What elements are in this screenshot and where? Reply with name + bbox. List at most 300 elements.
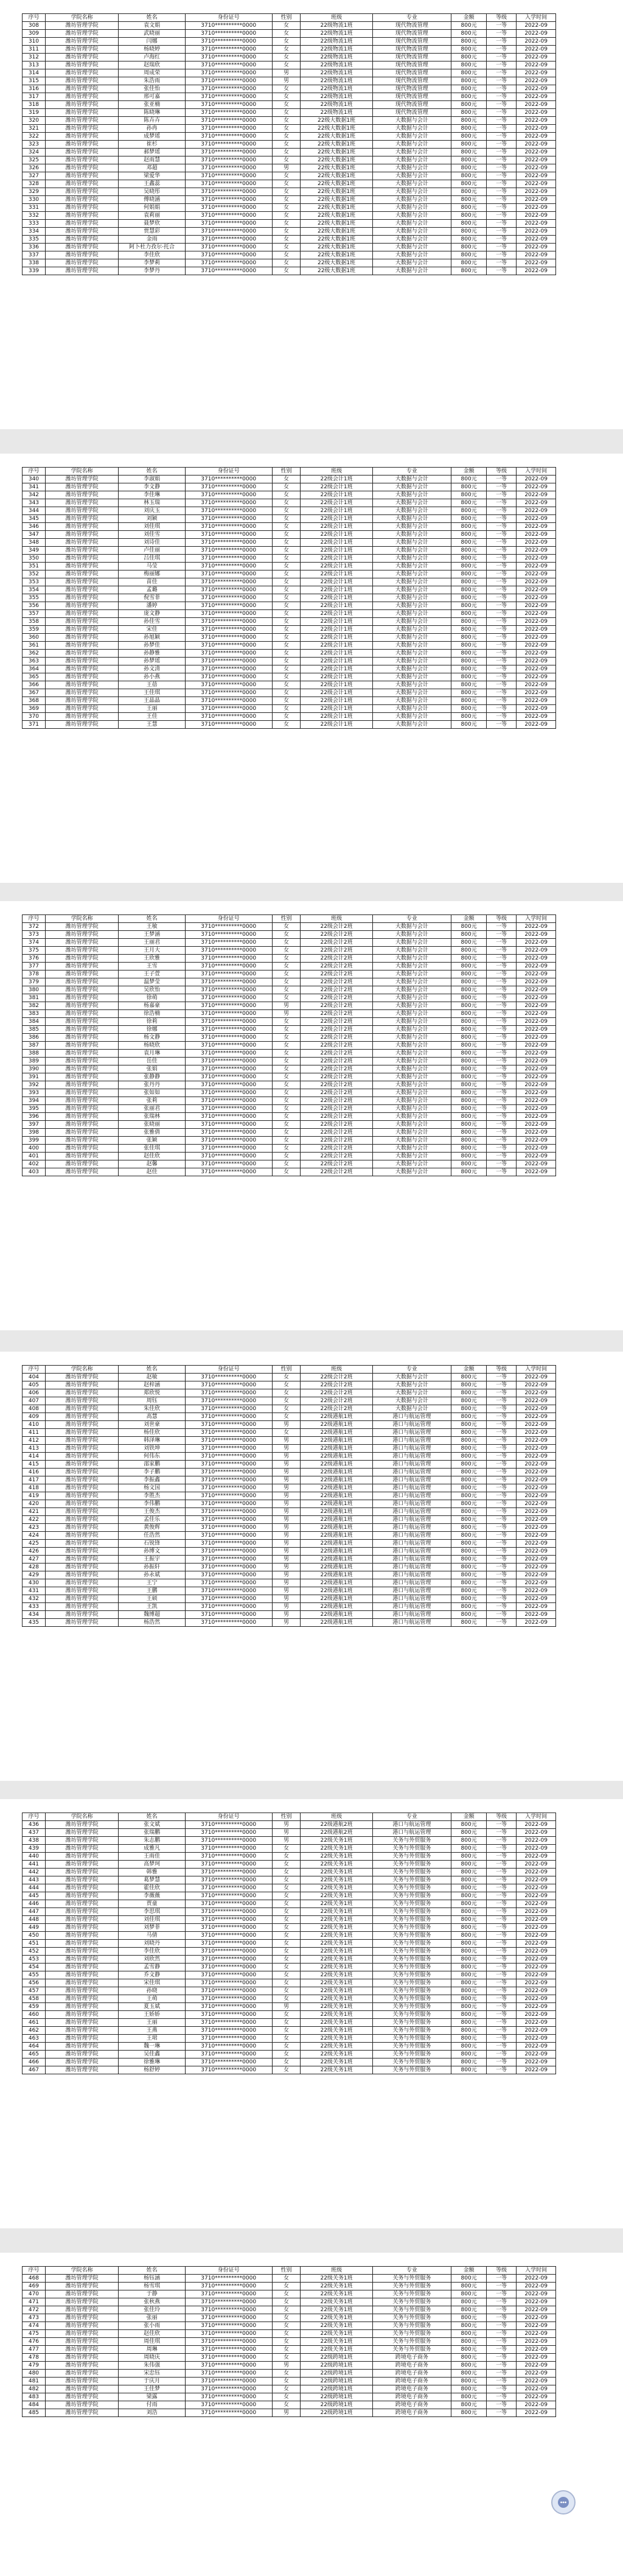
cell-class: 22级会计2班 bbox=[301, 1397, 372, 1405]
table-row bbox=[23, 955, 556, 963]
cell-name: 张静静 bbox=[119, 1073, 185, 1081]
cell-name: 阿卜杜力孜尔·托合 bbox=[119, 244, 185, 251]
table-row bbox=[23, 665, 556, 673]
cell-name: 朱佳欣 bbox=[119, 1405, 185, 1413]
cell-sex: 男 bbox=[272, 1603, 301, 1611]
cell-class: 22级港航1班 bbox=[301, 1413, 372, 1421]
cell-no: 445 bbox=[23, 1892, 46, 1900]
cell-enroll: 2022-09 bbox=[517, 2401, 556, 2409]
cell-id: 3710**********0000 bbox=[185, 665, 272, 673]
cell-no: 379 bbox=[23, 978, 46, 986]
cell-level: 一等 bbox=[487, 658, 517, 665]
cell-level: 一等 bbox=[487, 1081, 517, 1089]
cell-name: 马倩 bbox=[119, 1932, 185, 1940]
cell-id: 3710**********0000 bbox=[185, 1579, 272, 1587]
cell-major: 港口与航运管理 bbox=[372, 1587, 451, 1595]
cell-level: 一等 bbox=[487, 2019, 517, 2027]
cell-college: 潍坊管理学院 bbox=[45, 705, 119, 713]
cell-amount: 800元 bbox=[451, 1829, 487, 1837]
table-header-row bbox=[23, 1366, 556, 1374]
cell-name: 张文斌 bbox=[119, 1821, 185, 1829]
cell-sex: 女 bbox=[272, 1034, 301, 1042]
cell-class: 22级跨境1班 bbox=[301, 2385, 372, 2393]
cell-amount: 800元 bbox=[451, 2298, 487, 2306]
cell-college: 潍坊管理学院 bbox=[45, 188, 119, 196]
cell-sex: 女 bbox=[272, 923, 301, 931]
cell-name: 魏一琳 bbox=[119, 2043, 185, 2051]
cell-level: 一等 bbox=[487, 1461, 517, 1469]
column-header-sex: 性别 bbox=[272, 468, 301, 476]
cell-name: 郝梦瑶 bbox=[119, 149, 185, 156]
cell-college: 潍坊管理学院 bbox=[45, 673, 119, 681]
table-row bbox=[23, 1492, 556, 1500]
table-row bbox=[23, 618, 556, 626]
cell-major: 关务与外贸服务 bbox=[372, 1884, 451, 1892]
cell-name: 袁文娟 bbox=[119, 22, 185, 30]
cell-class: 22级物流1班 bbox=[301, 77, 372, 85]
cell-major: 港口与航运管理 bbox=[372, 1461, 451, 1469]
cell-id: 3710**********0000 bbox=[185, 1876, 272, 1884]
cell-class: 22级关务1班 bbox=[301, 1971, 372, 1979]
table-row bbox=[23, 22, 556, 30]
table-row bbox=[23, 1900, 556, 1908]
cell-id: 3710**********0000 bbox=[185, 2058, 272, 2066]
cell-id: 3710**********0000 bbox=[185, 46, 272, 54]
column-header-major: 专业 bbox=[372, 1813, 451, 1821]
cell-major: 港口与航运管理 bbox=[372, 1603, 451, 1611]
cell-class: 22级关务1班 bbox=[301, 1884, 372, 1892]
cell-college: 潍坊管理学院 bbox=[45, 1073, 119, 1081]
cell-sex: 男 bbox=[272, 1837, 301, 1845]
cell-id: 3710**********0000 bbox=[185, 259, 272, 267]
cell-class: 22级会计2班 bbox=[301, 1389, 372, 1397]
cell-class: 22级港航1班 bbox=[301, 1524, 372, 1532]
cell-enroll: 2022-09 bbox=[517, 236, 556, 244]
table-row bbox=[23, 2027, 556, 2035]
cell-name: 刘诗佳 bbox=[119, 539, 185, 547]
cell-sex: 女 bbox=[272, 212, 301, 220]
table-row bbox=[23, 93, 556, 101]
cell-college: 潍坊管理学院 bbox=[45, 499, 119, 507]
cell-major: 跨境电子商务 bbox=[372, 2409, 451, 2417]
cell-major: 大数据与会计 bbox=[372, 539, 451, 547]
column-header-college: 学院名称 bbox=[45, 915, 119, 923]
cell-enroll: 2022-09 bbox=[517, 618, 556, 626]
cell-amount: 800元 bbox=[451, 1010, 487, 1018]
cell-name: 于庆月 bbox=[119, 2378, 185, 2385]
cell-level: 一等 bbox=[487, 2330, 517, 2338]
table-row bbox=[23, 1861, 556, 1869]
cell-class: 22级港航1班 bbox=[301, 1556, 372, 1563]
cell-amount: 800元 bbox=[451, 1956, 487, 1964]
cell-enroll: 2022-09 bbox=[517, 483, 556, 491]
cell-name: 周钰 bbox=[119, 1397, 185, 1405]
cell-college: 潍坊管理学院 bbox=[45, 634, 119, 642]
cell-sex: 女 bbox=[272, 658, 301, 665]
cell-no: 447 bbox=[23, 1908, 46, 1916]
cell-name: 赵佳欣 bbox=[119, 1153, 185, 1160]
cell-major: 关务与外贸服务 bbox=[372, 2322, 451, 2330]
cell-class: 22级大数据1班 bbox=[301, 259, 372, 267]
cell-major: 大数据与会计 bbox=[372, 594, 451, 602]
cell-enroll: 2022-09 bbox=[517, 650, 556, 658]
cell-name: 周佳琪 bbox=[119, 2338, 185, 2346]
cell-college: 潍坊管理学院 bbox=[45, 1476, 119, 1484]
table-row bbox=[23, 1979, 556, 1987]
cell-college: 潍坊管理学院 bbox=[45, 1002, 119, 1010]
cell-enroll: 2022-09 bbox=[517, 1381, 556, 1389]
cell-class: 22级物流1班 bbox=[301, 109, 372, 117]
cell-class: 22级跨境1班 bbox=[301, 2362, 372, 2370]
table-row bbox=[23, 1587, 556, 1595]
cell-major: 大数据与会计 bbox=[372, 483, 451, 491]
cell-sex: 女 bbox=[272, 2043, 301, 2051]
cell-major: 现代物流管理 bbox=[372, 46, 451, 54]
cell-no: 383 bbox=[23, 1010, 46, 1018]
cell-name: 黄俊辉 bbox=[119, 1524, 185, 1532]
cell-level: 一等 bbox=[487, 697, 517, 705]
cell-college: 潍坊管理学院 bbox=[45, 523, 119, 531]
cell-sex: 女 bbox=[272, 180, 301, 188]
cell-enroll: 2022-09 bbox=[517, 555, 556, 563]
cell-class: 22级物流1班 bbox=[301, 61, 372, 69]
cell-major: 大数据与会计 bbox=[372, 1105, 451, 1113]
cell-name: 贾慧彩 bbox=[119, 228, 185, 236]
cell-sex: 女 bbox=[272, 650, 301, 658]
cell-level: 一等 bbox=[487, 1500, 517, 1508]
cell-name: 李薇薇 bbox=[119, 1892, 185, 1900]
cell-name: 王敏 bbox=[119, 923, 185, 931]
cell-major: 大数据与会计 bbox=[372, 931, 451, 939]
cell-major: 港口与航运管理 bbox=[372, 1532, 451, 1540]
cell-amount: 800元 bbox=[451, 1869, 487, 1876]
cell-level: 一等 bbox=[487, 1168, 517, 1176]
cell-enroll: 2022-09 bbox=[517, 1892, 556, 1900]
cell-id: 3710**********0000 bbox=[185, 1050, 272, 1058]
table-row bbox=[23, 1829, 556, 1837]
cell-major: 大数据与会计 bbox=[372, 610, 451, 618]
table-row bbox=[23, 1845, 556, 1853]
table-row bbox=[23, 1081, 556, 1089]
cell-enroll: 2022-09 bbox=[517, 610, 556, 618]
table-row bbox=[23, 1050, 556, 1058]
cell-id: 3710**********0000 bbox=[185, 1453, 272, 1461]
table-row bbox=[23, 978, 556, 986]
cell-major: 大数据与会计 bbox=[372, 713, 451, 721]
cell-name: 孙梦佳 bbox=[119, 642, 185, 650]
cell-no: 455 bbox=[23, 1971, 46, 1979]
cell-amount: 800元 bbox=[451, 46, 487, 54]
cell-sex: 男 bbox=[272, 1548, 301, 1556]
cell-college: 潍坊管理学院 bbox=[45, 618, 119, 626]
table-row bbox=[23, 54, 556, 61]
cell-amount: 800元 bbox=[451, 204, 487, 212]
cell-no: 393 bbox=[23, 1089, 46, 1097]
cell-class: 22级物流1班 bbox=[301, 38, 372, 46]
table-row bbox=[23, 251, 556, 259]
cell-college: 潍坊管理学院 bbox=[45, 555, 119, 563]
table-row bbox=[23, 1563, 556, 1571]
cell-amount: 800元 bbox=[451, 22, 487, 30]
cell-college: 潍坊管理学院 bbox=[45, 594, 119, 602]
cell-id: 3710**********0000 bbox=[185, 1500, 272, 1508]
cell-no: 352 bbox=[23, 570, 46, 578]
cell-class: 22级关务1班 bbox=[301, 1853, 372, 1861]
cell-amount: 800元 bbox=[451, 1924, 487, 1932]
cell-level: 一等 bbox=[487, 2058, 517, 2066]
cell-enroll: 2022-09 bbox=[517, 1168, 556, 1176]
column-header-amount: 金额 bbox=[451, 915, 487, 923]
table-row bbox=[23, 563, 556, 570]
cell-sex: 女 bbox=[272, 2011, 301, 2019]
cell-no: 374 bbox=[23, 939, 46, 947]
cell-amount: 800元 bbox=[451, 658, 487, 665]
cell-amount: 800元 bbox=[451, 109, 487, 117]
cell-college: 潍坊管理学院 bbox=[45, 994, 119, 1002]
cell-amount: 800元 bbox=[451, 555, 487, 563]
cell-id: 3710**********0000 bbox=[185, 491, 272, 499]
cell-major: 大数据与会计 bbox=[372, 939, 451, 947]
cell-no: 480 bbox=[23, 2370, 46, 2378]
cell-sex: 女 bbox=[272, 681, 301, 689]
cell-enroll: 2022-09 bbox=[517, 1619, 556, 1627]
cell-name: 贾童 bbox=[119, 1900, 185, 1908]
column-header-enroll: 入学时间 bbox=[517, 2267, 556, 2275]
table-row bbox=[23, 2401, 556, 2409]
cell-class: 22级会计2班 bbox=[301, 1097, 372, 1105]
cell-amount: 800元 bbox=[451, 1081, 487, 1089]
cell-level: 一等 bbox=[487, 236, 517, 244]
cell-name: 吕佳琪 bbox=[119, 555, 185, 563]
cell-no: 452 bbox=[23, 1948, 46, 1956]
cell-no: 438 bbox=[23, 1837, 46, 1845]
table-row bbox=[23, 156, 556, 164]
cell-class: 22级港航1班 bbox=[301, 1437, 372, 1445]
table-row bbox=[23, 1508, 556, 1516]
cell-amount: 800元 bbox=[451, 947, 487, 955]
cell-level: 一等 bbox=[487, 955, 517, 963]
cell-level: 一等 bbox=[487, 30, 517, 38]
cell-enroll: 2022-09 bbox=[517, 1571, 556, 1579]
table-row bbox=[23, 267, 556, 275]
cell-level: 一等 bbox=[487, 1010, 517, 1018]
cell-id: 3710**********0000 bbox=[185, 650, 272, 658]
cell-id: 3710**********0000 bbox=[185, 1389, 272, 1397]
cell-level: 一等 bbox=[487, 523, 517, 531]
cell-no: 310 bbox=[23, 38, 46, 46]
cell-college: 潍坊管理学院 bbox=[45, 1461, 119, 1469]
cell-no: 458 bbox=[23, 1995, 46, 2003]
cell-amount: 800元 bbox=[451, 523, 487, 531]
cell-amount: 800元 bbox=[451, 2330, 487, 2338]
cell-sex: 女 bbox=[272, 539, 301, 547]
cell-amount: 800元 bbox=[451, 1484, 487, 1492]
cell-class: 22级关务1班 bbox=[301, 1924, 372, 1932]
cell-college: 潍坊管理学院 bbox=[45, 1579, 119, 1587]
cell-enroll: 2022-09 bbox=[517, 85, 556, 93]
cell-amount: 800元 bbox=[451, 1097, 487, 1105]
cell-name: 张丽君 bbox=[119, 1105, 185, 1113]
cell-name: 王丽君 bbox=[119, 939, 185, 947]
cell-college: 潍坊管理学院 bbox=[45, 681, 119, 689]
cell-no: 426 bbox=[23, 1548, 46, 1556]
cell-amount: 800元 bbox=[451, 1908, 487, 1916]
cell-sex: 女 bbox=[272, 2298, 301, 2306]
cell-class: 22级会计2班 bbox=[301, 947, 372, 955]
cell-id: 3710**********0000 bbox=[185, 681, 272, 689]
cell-level: 一等 bbox=[487, 578, 517, 586]
cell-name: 张瑞鹏 bbox=[119, 1829, 185, 1837]
cell-name: 张秋燕 bbox=[119, 2298, 185, 2306]
cell-level: 一等 bbox=[487, 1413, 517, 1421]
cell-amount: 800元 bbox=[451, 244, 487, 251]
cell-class: 22级会计1班 bbox=[301, 523, 372, 531]
cell-college: 潍坊管理学院 bbox=[45, 2378, 119, 2385]
cell-college: 潍坊管理学院 bbox=[45, 149, 119, 156]
cell-enroll: 2022-09 bbox=[517, 1050, 556, 1058]
cell-amount: 800元 bbox=[451, 2370, 487, 2378]
cell-amount: 800元 bbox=[451, 2043, 487, 2051]
cell-sex: 女 bbox=[272, 978, 301, 986]
cell-college: 潍坊管理学院 bbox=[45, 1168, 119, 1176]
table-row bbox=[23, 586, 556, 594]
cell-class: 22级会计1班 bbox=[301, 594, 372, 602]
cell-sex: 女 bbox=[272, 602, 301, 610]
cell-college: 潍坊管理学院 bbox=[45, 1516, 119, 1524]
cell-major: 大数据与会计 bbox=[372, 1089, 451, 1097]
cell-sex: 女 bbox=[272, 1026, 301, 1034]
cell-sex: 男 bbox=[272, 1595, 301, 1603]
cell-id: 3710**********0000 bbox=[185, 1097, 272, 1105]
cell-id: 3710**********0000 bbox=[185, 978, 272, 986]
cell-level: 一等 bbox=[487, 1445, 517, 1453]
cell-level: 一等 bbox=[487, 1587, 517, 1595]
cell-sex: 男 bbox=[272, 1579, 301, 1587]
cell-level: 一等 bbox=[487, 1932, 517, 1940]
cell-college: 潍坊管理学院 bbox=[45, 1105, 119, 1113]
cell-no: 380 bbox=[23, 986, 46, 994]
cell-class: 22级关务1班 bbox=[301, 1837, 372, 1845]
cell-name: 葛梦慧 bbox=[119, 1876, 185, 1884]
cell-major: 大数据与会计 bbox=[372, 986, 451, 994]
cell-major: 关务与外贸服务 bbox=[372, 1995, 451, 2003]
cell-level: 一等 bbox=[487, 2370, 517, 2378]
cell-name: 李佳欣 bbox=[119, 251, 185, 259]
cell-amount: 800元 bbox=[451, 251, 487, 259]
cell-name: 孙晓 bbox=[119, 1987, 185, 1995]
cell-class: 22级港航1班 bbox=[301, 1500, 372, 1508]
cell-id: 3710**********0000 bbox=[185, 1900, 272, 1908]
cell-no: 343 bbox=[23, 499, 46, 507]
cell-class: 22级会计1班 bbox=[301, 476, 372, 483]
cell-sex: 女 bbox=[272, 236, 301, 244]
cell-no: 325 bbox=[23, 156, 46, 164]
cell-amount: 800元 bbox=[451, 267, 487, 275]
assistant-float-button[interactable] bbox=[551, 2490, 576, 2515]
cell-college: 潍坊管理学院 bbox=[45, 2346, 119, 2354]
cell-no: 340 bbox=[23, 476, 46, 483]
cell-major: 大数据与会计 bbox=[372, 586, 451, 594]
cell-id: 3710**********0000 bbox=[185, 563, 272, 570]
cell-enroll: 2022-09 bbox=[517, 2378, 556, 2385]
cell-class: 22级大数据1班 bbox=[301, 204, 372, 212]
cell-name: 孙佳雪 bbox=[119, 618, 185, 626]
cell-enroll: 2022-09 bbox=[517, 1979, 556, 1987]
cell-enroll: 2022-09 bbox=[517, 1837, 556, 1845]
cell-level: 一等 bbox=[487, 220, 517, 228]
cell-enroll: 2022-09 bbox=[517, 1508, 556, 1516]
cell-enroll: 2022-09 bbox=[517, 69, 556, 77]
cell-enroll: 2022-09 bbox=[517, 1869, 556, 1876]
column-header-major: 专业 bbox=[372, 915, 451, 923]
cell-class: 22级港航1班 bbox=[301, 1508, 372, 1516]
cell-id: 3710**********0000 bbox=[185, 1587, 272, 1595]
cell-major: 关务与外贸服务 bbox=[372, 1892, 451, 1900]
cell-sex: 男 bbox=[272, 1508, 301, 1516]
cell-college: 潍坊管理学院 bbox=[45, 220, 119, 228]
cell-class: 22级会计2班 bbox=[301, 1145, 372, 1153]
cell-class: 22级物流1班 bbox=[301, 85, 372, 93]
cell-college: 潍坊管理学院 bbox=[45, 1619, 119, 1627]
cell-no: 391 bbox=[23, 1073, 46, 1081]
cell-major: 大数据与会计 bbox=[372, 117, 451, 125]
cell-id: 3710**********0000 bbox=[185, 1948, 272, 1956]
cell-major: 关务与外贸服务 bbox=[372, 2058, 451, 2066]
cell-id: 3710**********0000 bbox=[185, 2393, 272, 2401]
cell-amount: 800元 bbox=[451, 642, 487, 650]
cell-major: 大数据与会计 bbox=[372, 531, 451, 539]
cell-college: 潍坊管理学院 bbox=[45, 1445, 119, 1453]
cell-level: 一等 bbox=[487, 2283, 517, 2290]
cell-class: 22级关务1班 bbox=[301, 1916, 372, 1924]
cell-name: 朱志鹏 bbox=[119, 1837, 185, 1845]
cell-class: 22级会计2班 bbox=[301, 1065, 372, 1073]
cell-class: 22级会计2班 bbox=[301, 1121, 372, 1129]
cell-id: 3710**********0000 bbox=[185, 2401, 272, 2409]
cell-college: 潍坊管理学院 bbox=[45, 1113, 119, 1121]
cell-name: 张丽 bbox=[119, 2314, 185, 2322]
cell-college: 潍坊管理学院 bbox=[45, 2051, 119, 2058]
cell-college: 潍坊管理学院 bbox=[45, 1042, 119, 1050]
column-header-level: 等级 bbox=[487, 14, 517, 22]
column-header-college: 学院名称 bbox=[45, 1366, 119, 1374]
cell-no: 417 bbox=[23, 1476, 46, 1484]
cell-id: 3710**********0000 bbox=[185, 156, 272, 164]
cell-name: 孙冉 bbox=[119, 125, 185, 133]
cell-sex: 女 bbox=[272, 1160, 301, 1168]
cell-class: 22级港航1班 bbox=[301, 1595, 372, 1603]
column-header-amount: 金额 bbox=[451, 1813, 487, 1821]
cell-amount: 800元 bbox=[451, 1058, 487, 1065]
cell-class: 22级会计1班 bbox=[301, 681, 372, 689]
cell-level: 一等 bbox=[487, 1603, 517, 1611]
cell-class: 22级关务1班 bbox=[301, 1869, 372, 1876]
cell-amount: 800元 bbox=[451, 626, 487, 634]
cell-enroll: 2022-09 bbox=[517, 251, 556, 259]
cell-college: 潍坊管理学院 bbox=[45, 2003, 119, 2011]
table-row bbox=[23, 555, 556, 563]
cell-class: 22级会计2班 bbox=[301, 1168, 372, 1176]
cell-no: 478 bbox=[23, 2354, 46, 2362]
cell-no: 456 bbox=[23, 1979, 46, 1987]
cell-class: 22级会计1班 bbox=[301, 689, 372, 697]
table-row bbox=[23, 1137, 556, 1145]
column-header-college: 学院名称 bbox=[45, 14, 119, 22]
cell-id: 3710**********0000 bbox=[185, 2362, 272, 2370]
cell-class: 22级关务1班 bbox=[301, 2058, 372, 2066]
cell-college: 潍坊管理学院 bbox=[45, 650, 119, 658]
cell-name: 刘佳琪 bbox=[119, 523, 185, 531]
